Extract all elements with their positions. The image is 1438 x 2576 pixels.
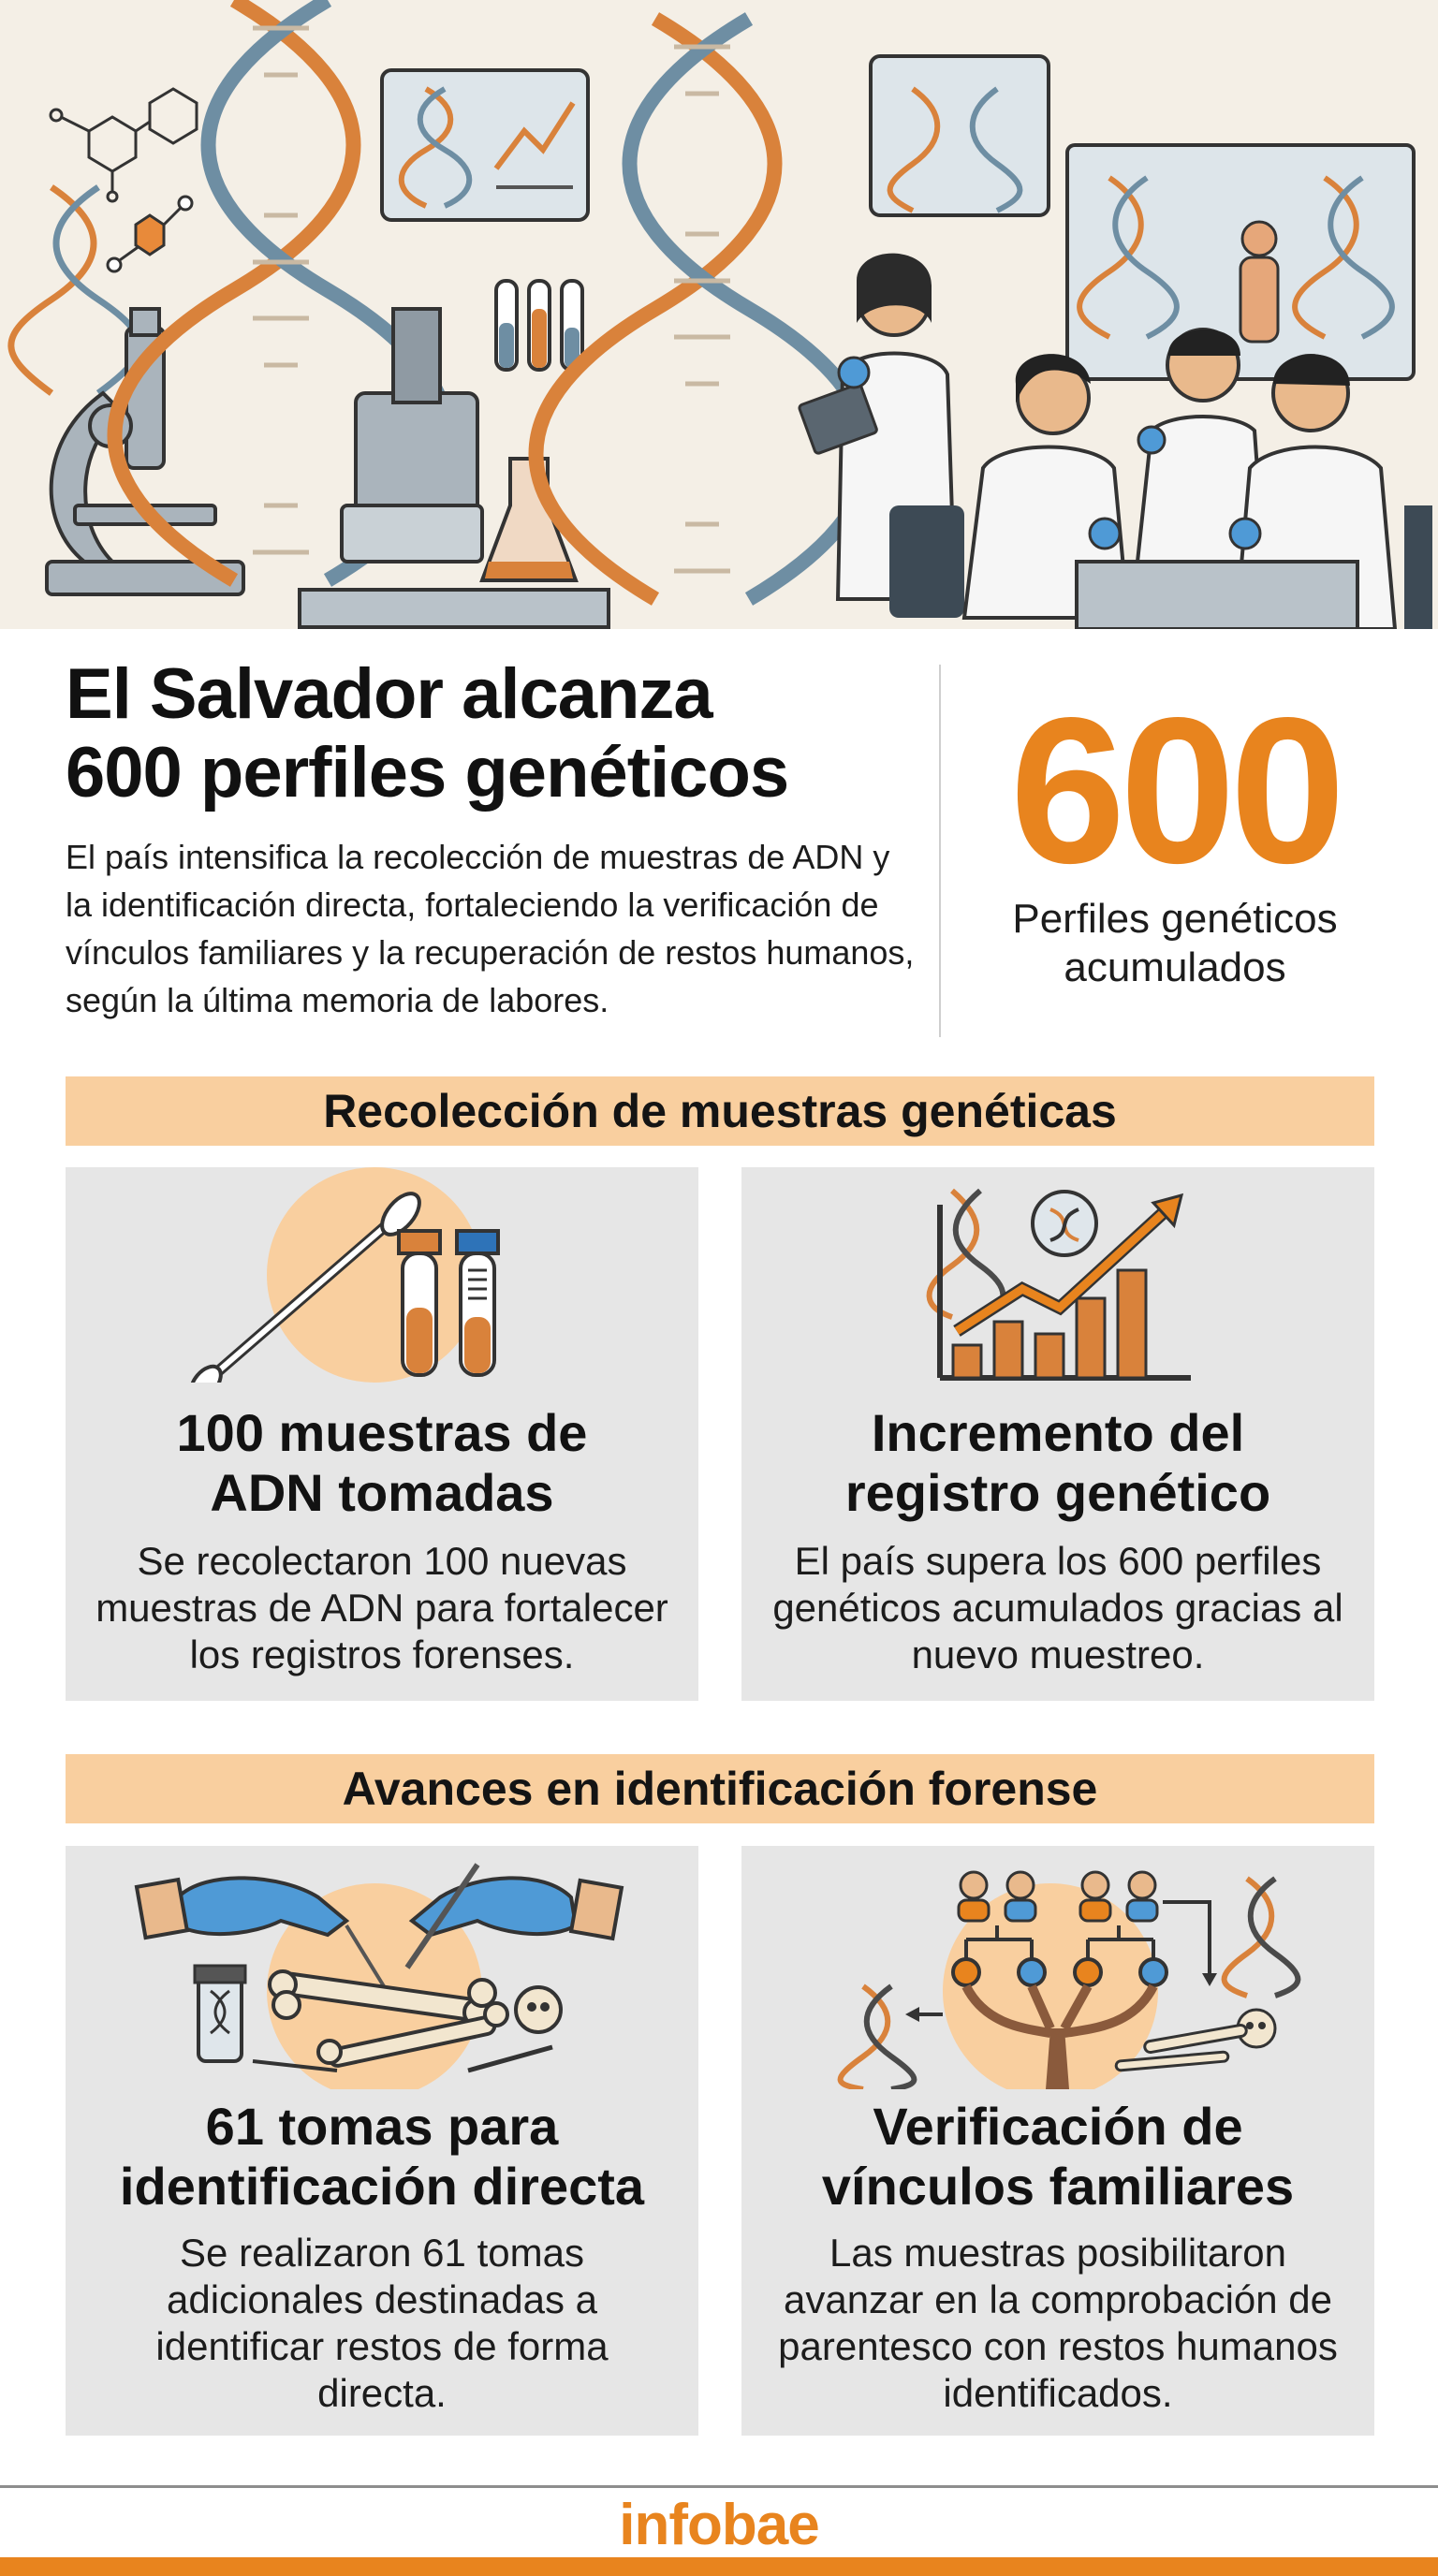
page-title <box>66 655 927 812</box>
card-title-line2: vínculos familiares <box>821 2157 1295 2216</box>
monitor-chart-icon <box>382 70 588 220</box>
key-stat-label: Perfiles genéticos acumulados <box>1012 896 1338 990</box>
section-header-collection: Recolección de muestras genéticas <box>66 1076 1374 1146</box>
card-title <box>84 2097 680 2217</box>
hero-illustration <box>0 0 1438 629</box>
vertical-divider <box>939 665 941 1037</box>
card-title-line2: registro genético <box>844 1463 1271 1522</box>
swab-and-test-tubes-icon <box>66 1167 698 1383</box>
footer-divider <box>0 2485 1438 2488</box>
growth-chart-dna-icon <box>741 1167 1374 1383</box>
molecule-node-icon <box>108 197 192 271</box>
card-body: Se realizaron 61 tomas adicionales destinadas a identificar restos de forma directa. <box>155 2231 609 2415</box>
dna-helix-small-icon <box>11 187 139 393</box>
page-title-line2: 600 perfiles genéticos <box>66 733 789 812</box>
monitor-dna-icon <box>871 56 1414 379</box>
lede-paragraph: El país intensifica la recolección de muestras de ADN y la identificación directa, fortaleciendo la verificación de vínculos familiares y la recuperación de restos humanos, según la última memoria de labores. <box>66 838 915 1019</box>
card-title <box>760 1403 1356 1523</box>
molecule-icon <box>51 89 197 201</box>
section-header-forensics: Avances en identificación forense <box>66 1754 1374 1823</box>
card-body: Las muestras posibilitaron avanzar en la comprobación de parentesco con restos humanos identificados. <box>778 2231 1338 2415</box>
gloved-hands-bones-icon <box>66 1846 698 2089</box>
key-stat <box>955 675 1395 992</box>
card-title-line1: Verificación de <box>873 2097 1243 2156</box>
card-title <box>760 2097 1356 2217</box>
page-title-line1: El Salvador alcanza <box>66 654 712 734</box>
footer-accent-band <box>0 2557 1438 2576</box>
card-title-line2: identificación directa <box>119 2157 645 2216</box>
family-tree-dna-icon <box>741 1846 1374 2089</box>
headline-block <box>66 655 927 1024</box>
card-body: El país supera los 600 perfiles genéticos acumulados gracias al nuevo muestreo. <box>772 1539 1343 1676</box>
card-title-line1: 100 muestras de <box>176 1403 588 1462</box>
brand-logo: infobae <box>619 2493 819 2557</box>
card-title-line1: 61 tomas para <box>205 2097 559 2156</box>
card-direct-identification <box>66 1846 698 2436</box>
card-body: Se recolectaron 100 nuevas muestras de ADN para fortalecer los registros forenses. <box>95 1539 668 1676</box>
card-family-links <box>741 1846 1374 2436</box>
card-title-line1: Incremento del <box>871 1403 1245 1462</box>
key-stat-number: 600 <box>1009 675 1341 907</box>
card-title <box>84 1403 680 1523</box>
card-genetic-registry <box>741 1167 1374 1701</box>
card-dna-samples <box>66 1167 698 1701</box>
card-title-line2: ADN tomadas <box>210 1463 554 1522</box>
